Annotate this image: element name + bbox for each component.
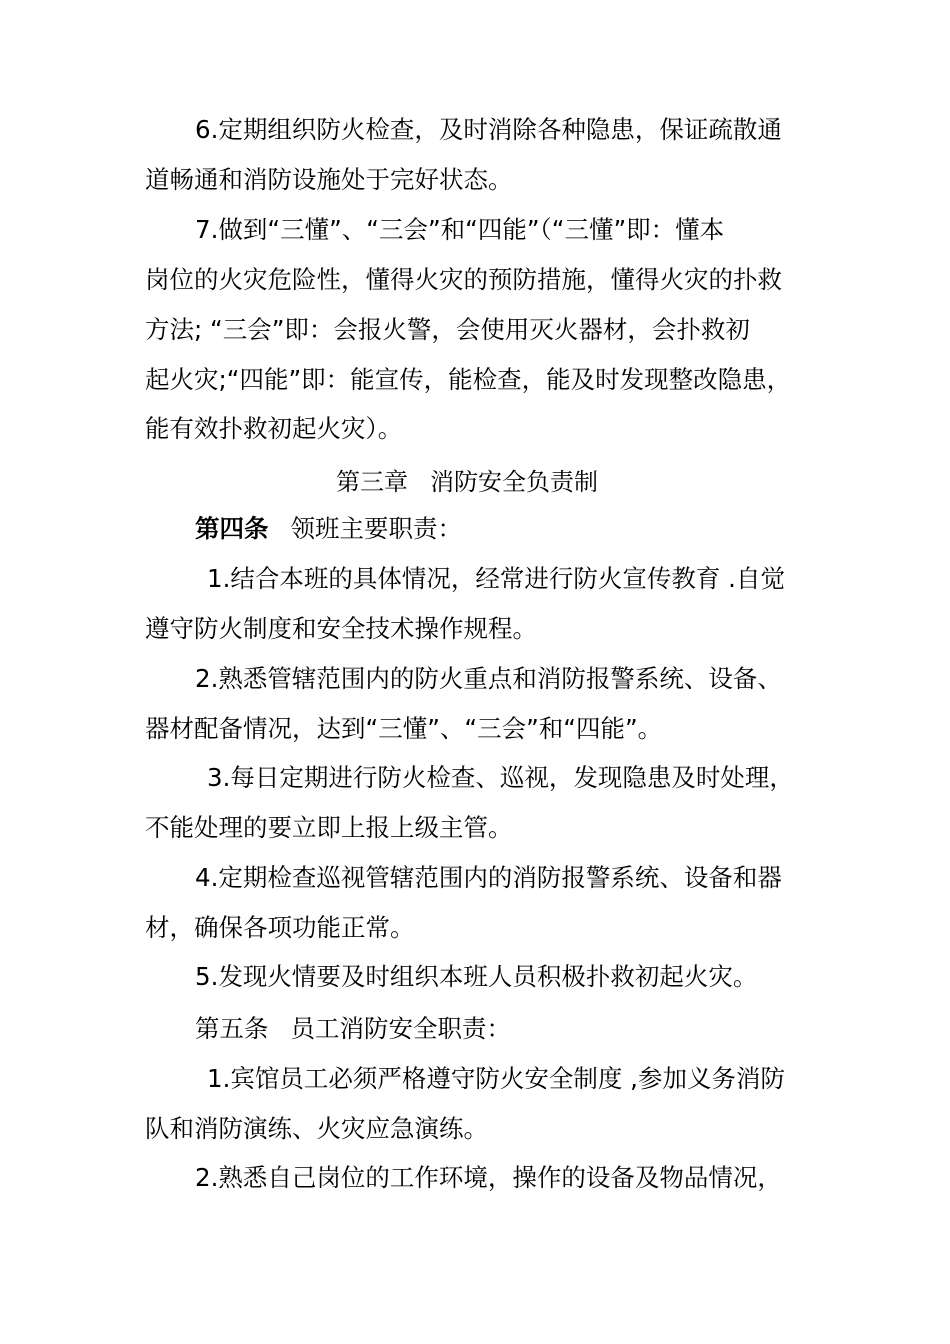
paragraph-line: 2.熟悉管辖范围内的防火重点和消防报警系统、设备、	[195, 664, 782, 693]
chapter-heading	[336, 465, 598, 499]
paragraph-line: 队和消防演练、火灾应急演练。	[145, 1114, 488, 1143]
paragraph-line: 4.定期检查巡视管辖范围内的消防报警系统、设备和器	[195, 863, 782, 892]
paragraph-line: 不能处理的要立即上报上级主管。	[145, 813, 513, 842]
article-heading	[195, 512, 462, 546]
chapter-title: 消防安全负责制	[430, 468, 598, 496]
paragraph-line: 6.定期组织防火检查，及时消除各种隐患，保证疏散通	[195, 115, 782, 144]
paragraph-line: 方法; “三会”即：会报火警，会使用灭火器材，会扑救初	[145, 315, 750, 344]
paragraph-line: 3.每日定期进行防火检查、巡视，发现隐患及时处理，	[207, 763, 794, 792]
paragraph-line: 1.结合本班的具体情况，经常进行防火宣传教育 .自觉	[207, 564, 785, 593]
paragraph-line: 器材配备情况，达到“三懂”、“三会”和“四能”。	[145, 714, 663, 743]
paragraph-line: 2.熟悉自己岗位的工作环境，操作的设备及物品情况，	[195, 1163, 782, 1192]
paragraph-line: 道畅通和消防设施处于完好状态。	[145, 165, 513, 194]
paragraph-line: 能有效扑救初起火灾）。	[145, 414, 403, 443]
article-title: 员工消防安全职责：	[290, 1014, 511, 1043]
paragraph-line: 起火灾;“四能”即：能宣传，能检查，能及时发现整改隐患，	[145, 365, 792, 394]
article-heading	[195, 1012, 511, 1046]
paragraph-line: 岗位的火灾危险性，懂得火灾的预防措施，懂得火灾的扑救	[145, 265, 782, 294]
paragraph-line: 7.做到“三懂”、“三会”和“四能”（“三懂”即：懂本	[195, 215, 725, 244]
paragraph-line: 1.宾馆员工必须严格遵守防火安全制度 ,参加义务消防	[207, 1064, 785, 1093]
paragraph-line: 5.发现火情要及时组织本班人员积极扑救初起火灾。	[195, 962, 758, 991]
article-label: 第四条	[195, 514, 269, 543]
article-label: 第五条	[195, 1014, 269, 1043]
paragraph-line: 材，确保各项功能正常。	[145, 913, 415, 942]
paragraph-line: 遵守防火制度和安全技术操作规程。	[145, 614, 537, 643]
article-title: 领班主要职责：	[290, 514, 462, 543]
chapter-number: 第三章	[336, 468, 408, 496]
